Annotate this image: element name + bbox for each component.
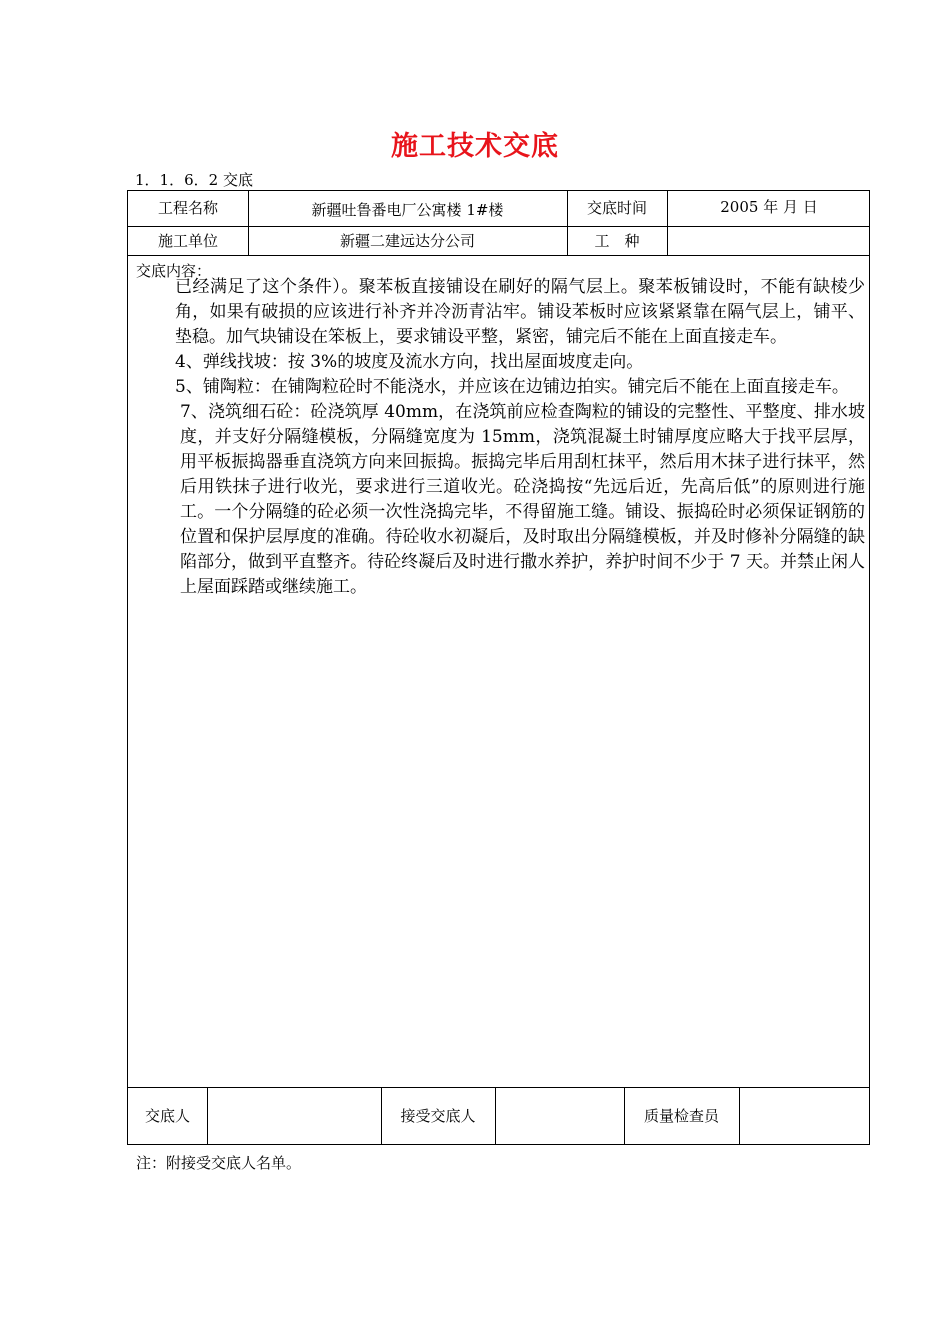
row-divider [128,1087,869,1088]
trade-label: 工 种 [594,232,640,250]
project-name-label: 工程名称 [157,199,218,217]
receiver-label: 接受交底人 [400,1107,476,1125]
content-paragraph: 4、弹线找坡：按 3%的坡度及流水方向，找出屋面坡度走向。 [175,352,644,372]
content-paragraph: 5、铺陶粒：在铺陶粒砼时不能浇水，并应该在边铺边拍实。铺完后不能在上面直接走车。 [175,377,849,397]
content-label: 交底内容： [136,262,212,280]
column-divider [739,1087,740,1145]
date-value: 2005 年 月 日 [720,198,818,216]
content-paragraph: 7、浇筑细石砼：砼浇筑厚 40mm，在浇筑前应检查陶粒的铺设的完整性、平整度、排水坡度，并支好分隔缝模板，分隔缝宽度为 15mm，浇筑混凝土时铺厚度应略大于找平层厚，用平板振捣器垂直浇筑方向来回振捣。振捣完毕后用刮杠抹平，然后用木抹子进行抹平，然后用铁抹子进行收光，要求进行三道收光。砼浇捣按“先远后近，先高后低”的原则进行施工。一个分隔缝的砼必须一次性浇捣完毕，不得留施工缝。铺设、振捣砼时必须保证钢筋的位置和保护层厚度的准确。待砼收水初凝后，及时取出分隔缝模板，并及时修补分隔缝的缺陷部分，做到平直整齐。待砼终凝后及时进行撒水养护，养护时间不少于 7 天。并禁止闲人上屋面踩踏或继续施工。 [180,402,865,597]
date-label: 交底时间 [586,199,647,217]
disclosure-form [127,190,870,1145]
footnote: 注：附接受交底人名单。 [136,1154,302,1172]
section-number: 1．1．6．2 交底 [135,171,253,189]
unit-label: 施工单位 [157,232,218,250]
page-title: 施工技术交底 [391,131,559,162]
project-name-value: 新疆吐鲁番电厂公寓楼 1#楼 [311,201,504,219]
row-divider [128,255,869,256]
column-divider [207,1087,208,1145]
presenter-label: 交底人 [144,1107,190,1125]
column-divider [495,1087,496,1145]
unit-value: 新疆二建远达分公司 [339,232,475,250]
inspector-label: 质量检查员 [643,1107,719,1125]
row-divider [128,226,869,227]
content-body [175,275,865,600]
content-paragraph: 已经满足了这个条件）。聚苯板直接铺设在刷好的隔气层上。聚苯板铺设时，不能有缺棱少角，如果有破损的应该进行补齐并冷沥青沾牢。铺设苯板时应该紧紧靠在隔气层上，铺平、垫稳。加气块铺设在笨板上，要求铺设平整，紧密，铺完后不能在上面直接走车。 [175,277,865,347]
